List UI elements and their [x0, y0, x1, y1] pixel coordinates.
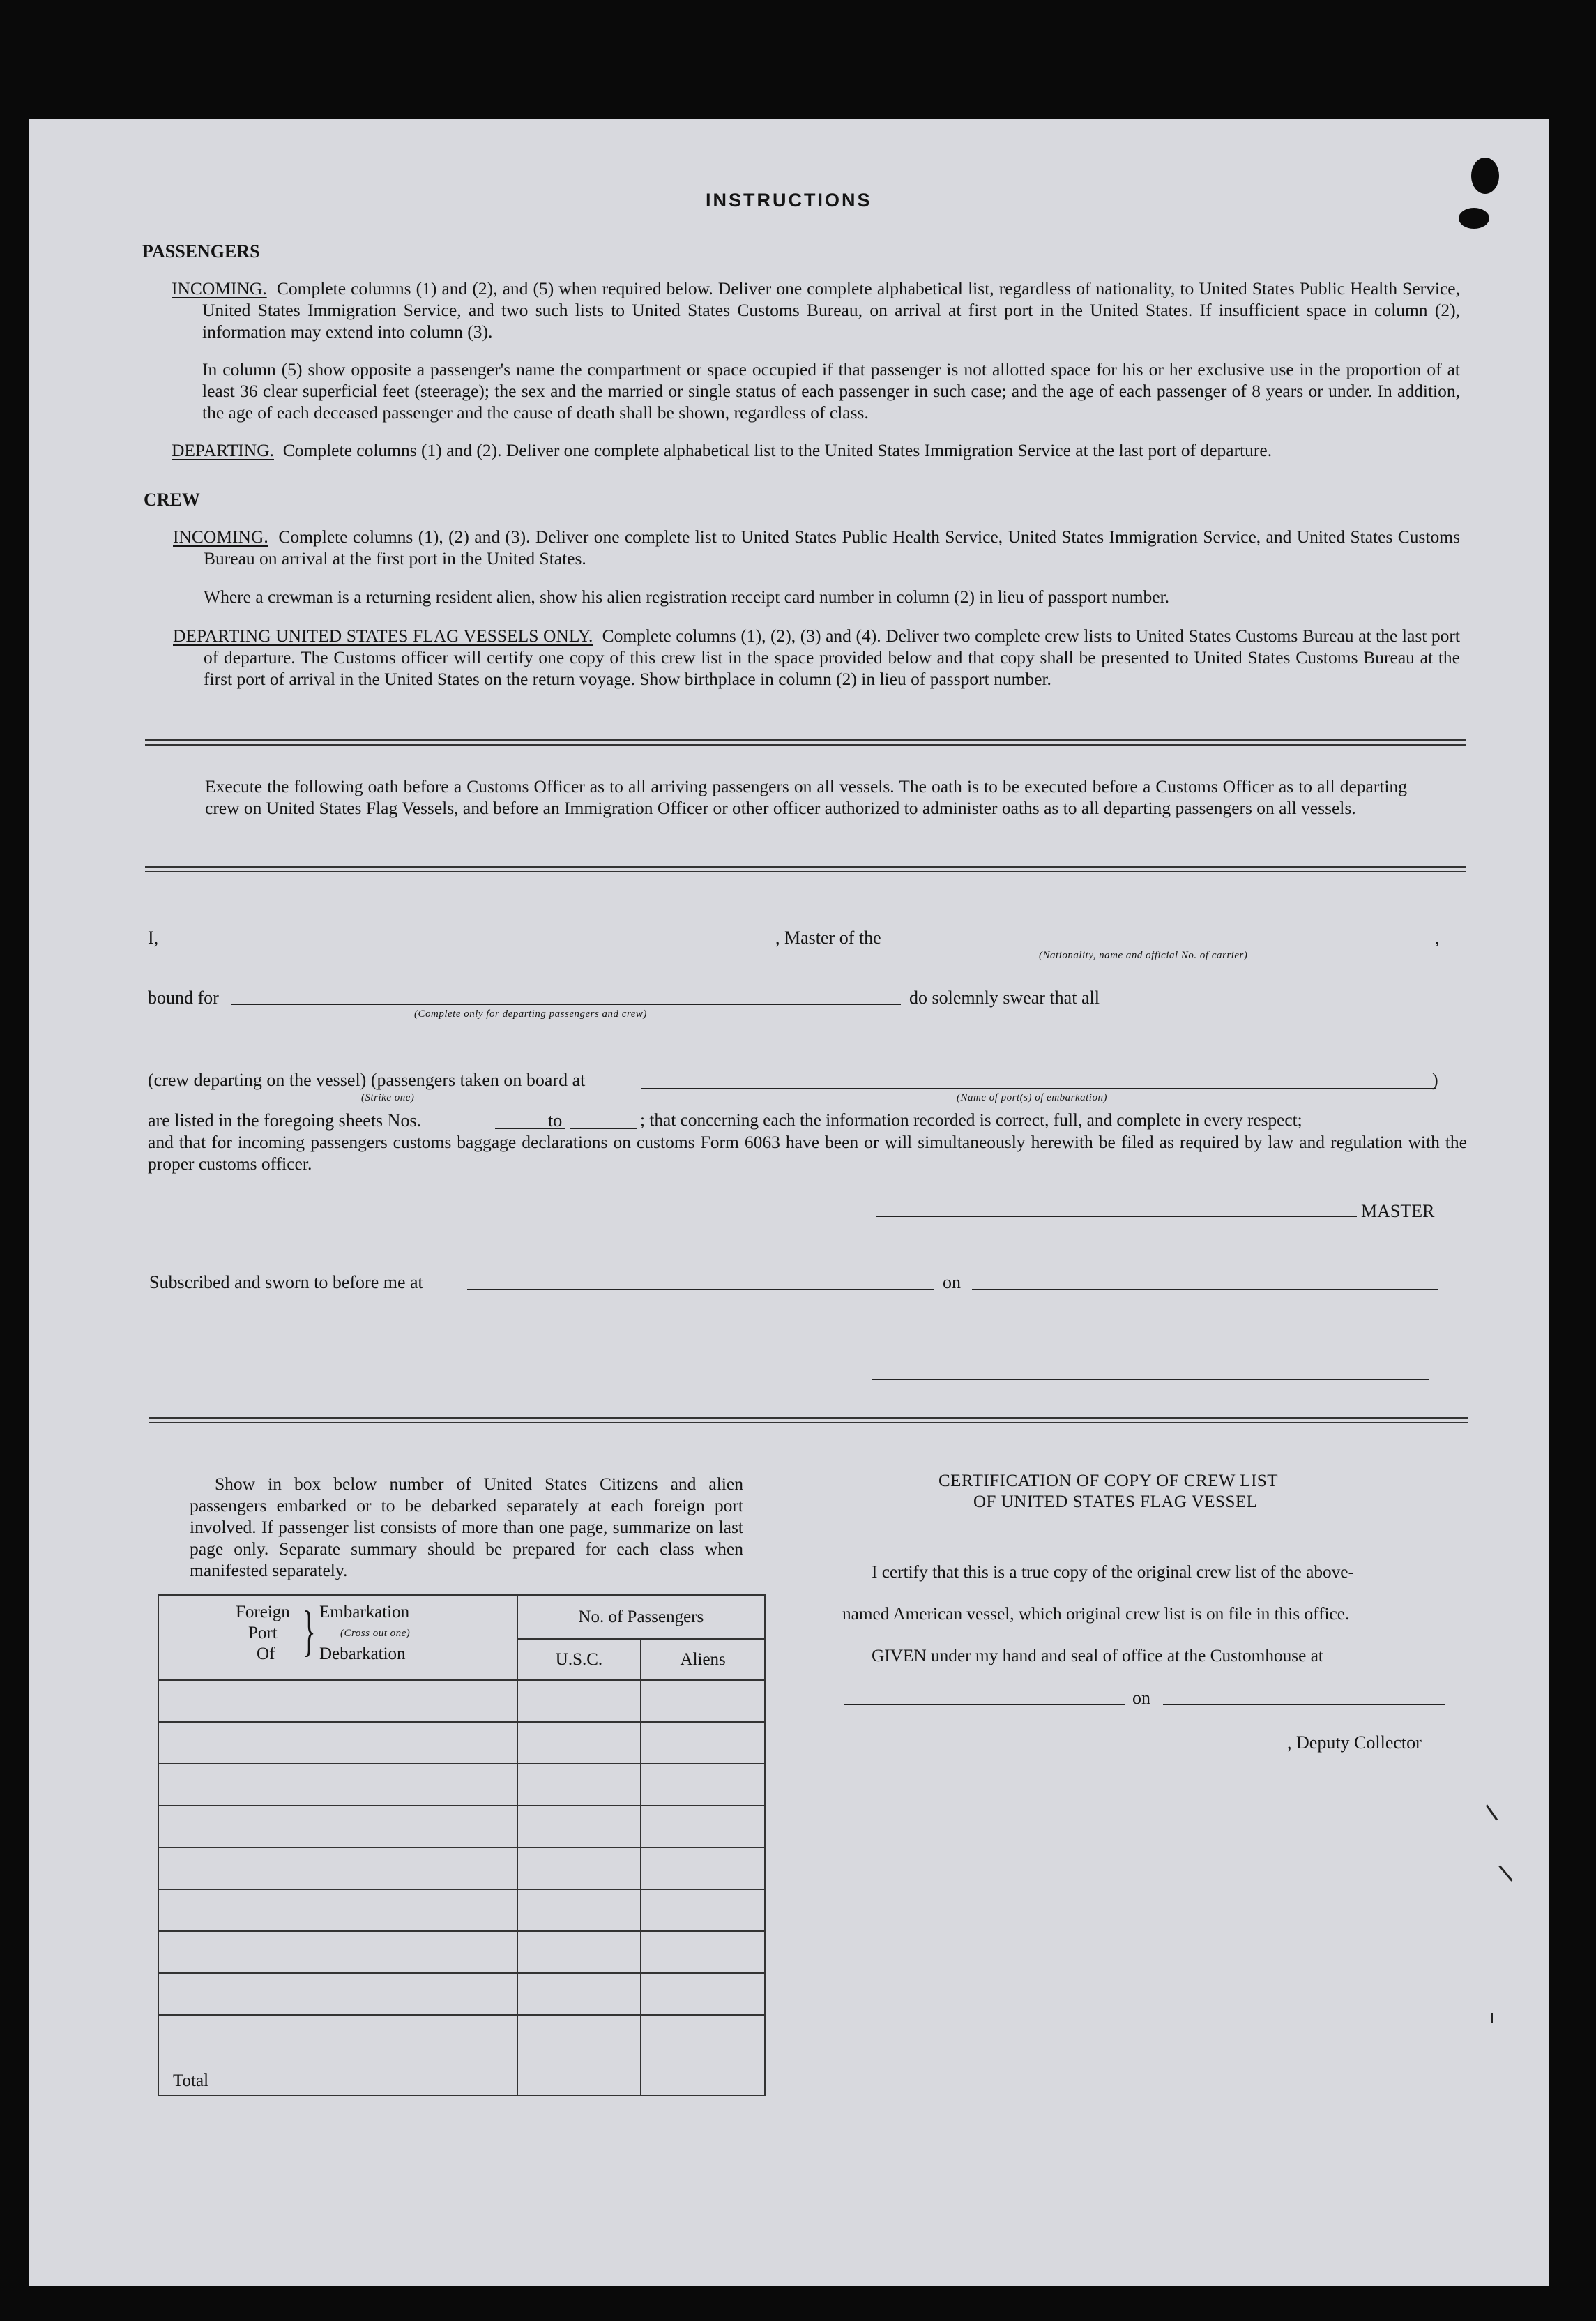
table-row	[158, 1764, 765, 1806]
debarkation-label: Debarkation	[319, 1645, 406, 1663]
certify-line1: I certify that this is a true copy of the original crew list of the above-	[872, 1562, 1354, 1582]
usc-cell[interactable]	[517, 1847, 641, 1889]
crew-incoming-text: Complete columns (1), (2) and (3). Deliver one complete list to United States Public Health Service, United States Immigration Service, and United States Customs Bureau on arrival at the first port in the United States.	[204, 527, 1461, 568]
port-cell[interactable]	[158, 1680, 517, 1722]
port-label: Port	[248, 1624, 278, 1642]
section-divider	[145, 739, 1466, 746]
certify-line2: named American vessel, which original crew list is on file in this office.	[842, 1604, 1350, 1624]
carrier-comma: ,	[1435, 928, 1440, 948]
crew-departing-paragraph	[173, 625, 1461, 690]
table-row	[158, 1889, 765, 1931]
usc-cell[interactable]	[517, 1889, 641, 1931]
usc-cell[interactable]	[517, 1806, 641, 1847]
crew-incoming-paragraph	[173, 526, 1461, 569]
edge-mark	[1491, 2013, 1493, 2023]
table-row	[158, 1973, 765, 2015]
crew-resident-paragraph: Where a crewman is a returning resident alien, show his alien registration receipt card number in column (2) in lieu of passport number.	[204, 587, 1170, 607]
total-row	[158, 2015, 765, 2096]
bound-for-field[interactable]	[231, 1004, 901, 1005]
port-cell[interactable]	[158, 1847, 517, 1889]
oath-rest-line1: ; that concerning each the information recorded is correct, full, and complete in every respect;	[640, 1110, 1302, 1130]
usc-header: U.S.C.	[517, 1639, 641, 1680]
sheet-to-field[interactable]	[570, 1128, 637, 1129]
edge-mark	[1498, 1865, 1512, 1881]
to-text: to	[548, 1110, 563, 1131]
aliens-header: Aliens	[641, 1639, 765, 1680]
master-label: MASTER	[1361, 1201, 1435, 1221]
summary-note: Show in box below number of United States Citizens and alien passengers embarked or to be debarked separately at each foreign port involved. If passenger list consists of more than one page, summarize on last page only. Separate summary should be prepared for each class when manifested separately.	[190, 1474, 743, 1580]
instructions-title: INSTRUCTIONS	[706, 190, 872, 211]
sworn-on-label: on	[943, 1272, 961, 1292]
crew-departing-text: Complete columns (1), (2), (3) and (4). Deliver two complete crew lists to United States Customs Bureau at the last port of departure. The Customs officer will certify one copy of this crew list in the space provided below and that copy shall be presented to United States Customs Bureau at the first port of arrival in the United States on the return voyage. Show birthplace in column (2) in lieu of passport number.	[204, 626, 1461, 689]
form-sheet	[29, 119, 1549, 2286]
master-signature-field[interactable]	[876, 1216, 1357, 1217]
total-label: Total	[158, 2015, 517, 2096]
oath-i-label: I,	[148, 928, 159, 948]
passengers-column5-paragraph: In column (5) show opposite a passenger's name the compartment or space occupied if that passenger is not allotted space for his or her exclusive use in the proportion of at least 36 clear superficial feet (steerage); the sex and the married or single status of each passenger in such case; and the age of each passenger of 8 years or under. In addition, the age of each deceased passenger and the cause of death shall be shown, regardless of class.	[202, 359, 1460, 423]
carrier-caption: (Nationality, name and official No. of carrier)	[1039, 950, 1248, 961]
crew-heading: CREW	[144, 490, 200, 510]
aliens-cell[interactable]	[641, 1806, 765, 1847]
passengers-incoming-paragraph	[172, 278, 1461, 342]
table-row	[158, 1722, 765, 1764]
usc-cell[interactable]	[517, 1722, 641, 1764]
bound-for-caption: (Complete only for departing passengers and crew)	[414, 1008, 647, 1020]
cert-date-field[interactable]	[1163, 1704, 1445, 1705]
usc-cell[interactable]	[517, 1680, 641, 1722]
given-text: GIVEN under my hand and seal of office at the Customhouse at	[872, 1646, 1323, 1665]
certification-title-line1: CERTIFICATION OF COPY OF CREW LIST	[938, 1472, 1279, 1490]
customhouse-field[interactable]	[844, 1704, 1125, 1705]
edge-mark	[1486, 1804, 1498, 1820]
section-divider	[145, 866, 1466, 872]
swear-text: do solemnly swear that all	[909, 988, 1100, 1008]
crew-incoming-label: INCOMING.	[173, 527, 268, 547]
section-divider	[149, 1417, 1468, 1423]
passenger-summary-table	[158, 1594, 766, 2096]
sworn-place-field[interactable]	[467, 1289, 934, 1290]
port-cell[interactable]	[158, 1806, 517, 1847]
passengers-departing-text: Complete columns (1) and (2). Deliver one complete alphabetical list to the United States Immigration Service at the last port of departure.	[282, 440, 1272, 460]
oath-note: Execute the following oath before a Customs Officer as to all arriving passengers on all vessels. The oath is to be executed before a Customs Officer as to all departing crew on United States Flag Vessels, and before an Immigration Officer or other officer authorized to administer oaths as to all departing passengers on all vessels.	[205, 776, 1407, 818]
subscribed-label: Subscribed and sworn to before me at	[149, 1272, 423, 1292]
table-row	[158, 1931, 765, 1973]
table-row	[158, 1806, 765, 1847]
strike-one-caption: (Strike one)	[361, 1092, 415, 1103]
brace-glyph: }	[302, 1601, 316, 1662]
bound-for-label: bound for	[148, 988, 219, 1008]
aliens-cell[interactable]	[641, 1764, 765, 1806]
port-header-cell	[158, 1595, 517, 1680]
cert-on-label: on	[1132, 1688, 1150, 1708]
officer-signature-field[interactable]	[872, 1379, 1429, 1380]
embarkation-label: Embarkation	[319, 1603, 410, 1621]
ink-blot	[1471, 158, 1499, 194]
no-passengers-header: No. of Passengers	[517, 1595, 765, 1639]
aliens-cell[interactable]	[641, 1847, 765, 1889]
port-cell[interactable]	[158, 1889, 517, 1931]
aliens-cell[interactable]	[641, 1931, 765, 1973]
passengers-departing-label: DEPARTING.	[172, 440, 274, 460]
passengers-incoming-label: INCOMING.	[172, 278, 267, 298]
usc-total-cell[interactable]	[517, 2015, 641, 2096]
table-row	[158, 1847, 765, 1889]
crew-departing-label: DEPARTING UNITED STATES FLAG VESSELS ONLY.	[173, 626, 593, 646]
aliens-total-cell[interactable]	[641, 2015, 765, 2096]
listed-in-text: are listed in the foregoing sheets Nos.	[148, 1110, 422, 1131]
ports-caption: (Name of port(s) of embarkation)	[957, 1092, 1107, 1103]
close-paren: )	[1432, 1070, 1438, 1090]
ink-blot	[1459, 208, 1489, 229]
aliens-cell[interactable]	[641, 1680, 765, 1722]
port-cell[interactable]	[158, 1973, 517, 2015]
oath-rest-lines: and that for incoming passengers customs baggage declarations on customs Form 6063 have been or will simultaneously herewith be filed as required by law and regulation with the proper customs officer.	[148, 1132, 1467, 1174]
passengers-departing-paragraph	[172, 439, 1460, 461]
aliens-cell[interactable]	[641, 1889, 765, 1931]
usc-cell[interactable]	[517, 1973, 641, 2015]
aliens-cell[interactable]	[641, 1722, 765, 1764]
port-cell[interactable]	[158, 1931, 517, 1973]
sworn-date-field[interactable]	[972, 1289, 1438, 1290]
master-of-the-label: , Master of the	[775, 928, 881, 948]
deputy-collector-label: , Deputy Collector	[1287, 1732, 1422, 1753]
foreign-label: Foreign	[236, 1603, 290, 1621]
passengers-heading: PASSENGERS	[142, 241, 260, 262]
passengers-incoming-text: Complete columns (1) and (2), and (5) when required below. Deliver one complete alphabetical list, regardless of nationality, to United States Public Health Service, United States Immigration Service, and two such lists to United States Customs Bureau, on arrival at first port in the United States. If insufficient space in column (2), information may extend into column (3).	[202, 278, 1461, 342]
port-cell[interactable]	[158, 1722, 517, 1764]
crew-departing-text: (crew departing on the vessel) (passengers taken on board at	[148, 1070, 586, 1090]
certification-title-line2: OF UNITED STATES FLAG VESSEL	[973, 1492, 1258, 1511]
table-row	[158, 1680, 765, 1722]
cross-out-caption: (Cross out one)	[340, 1628, 411, 1639]
usc-cell[interactable]	[517, 1931, 641, 1973]
usc-cell[interactable]	[517, 1764, 641, 1806]
of-label: Of	[257, 1645, 275, 1663]
embarkation-ports-field[interactable]	[641, 1088, 1436, 1089]
port-cell[interactable]	[158, 1764, 517, 1806]
aliens-cell[interactable]	[641, 1973, 765, 2015]
